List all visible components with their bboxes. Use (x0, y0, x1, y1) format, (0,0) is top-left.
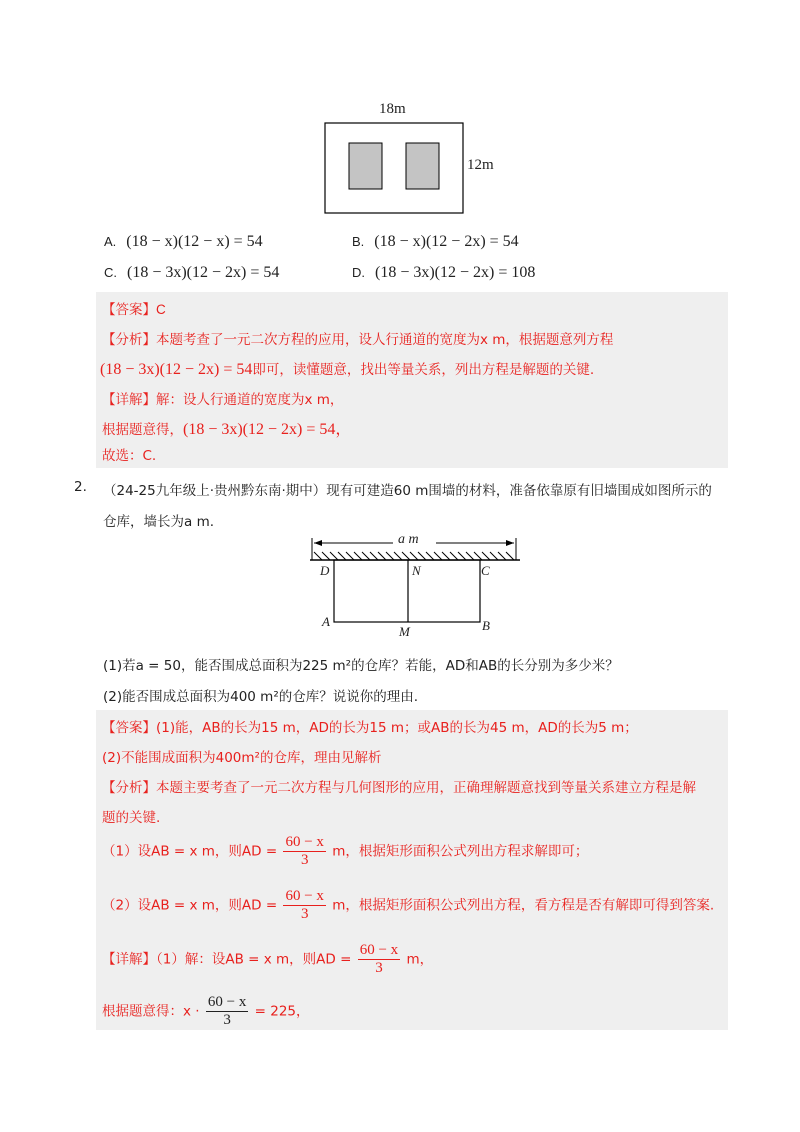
q2-answer-1 (102, 716, 638, 736)
answer-text: (2)不能围成面积为400m²的仓库，理由见解析 (102, 750, 382, 766)
q2-solution-block (96, 710, 728, 1030)
bed-right (406, 143, 439, 189)
q2-analysis-1 (102, 776, 696, 796)
fraction-numerator: 60 − x (285, 888, 324, 904)
figure-garden (315, 95, 515, 220)
option-letter: A. (104, 234, 117, 249)
step-text: （1）设AB = x m，则AD = (102, 843, 278, 860)
answer-tag: 【答案】 (102, 302, 156, 318)
analysis-text: 本题主要考查了一元二次方程与几何图形的应用，正确理解题意找到等量关系建立方程是解 (156, 780, 696, 796)
step-text: = 225， (254, 1003, 310, 1020)
fraction-denominator: 3 (223, 1012, 231, 1028)
option-letter: B. (352, 234, 365, 249)
fraction-denominator: 3 (375, 960, 383, 976)
q1-analysis-2 (100, 358, 594, 379)
label-18m: 18m (379, 101, 406, 117)
fraction-numerator: 60 − x (359, 942, 399, 958)
analysis-tag: 【分析】 (102, 780, 156, 796)
option-expr: (18 − x)(12 − x) = 54 (126, 233, 263, 250)
option-a[interactable] (104, 233, 263, 251)
q2-stem-1: （24-25九年级上·贵州黔东南·期中）现有可建造60 m围墙的材料，准备依靠原有旧墙围成如图所示的 (103, 483, 712, 499)
option-expr: (18 − 3x)(12 − 2x) = 108 (375, 264, 536, 281)
answer-text: (1)能，AB的长为15 m，AD的长为15 m；或AB的长为45 m，AD的长为5 m； (156, 720, 638, 736)
q2-analysis-2 (102, 806, 160, 826)
q1-analysis-1 (102, 328, 613, 348)
fraction (283, 834, 325, 869)
fraction-numerator: 60 − x (207, 994, 247, 1010)
label-n: N (412, 563, 421, 578)
detail-tag: 【详解】 (102, 392, 156, 408)
label-d: D (320, 563, 330, 578)
option-d[interactable] (352, 264, 535, 282)
detail-expr: (18 − 3x)(12 − 2x) = 54， (183, 421, 352, 438)
fraction-numerator: 60 − x (285, 834, 324, 850)
step-text: 根据题意得：x · (102, 1003, 200, 1020)
analysis-text: 本题考查了一元二次方程的应用，设人行通道的宽度为x m，根据题意列方程 (156, 332, 614, 348)
label-b: B (482, 618, 490, 633)
q2-number: 2. (74, 479, 87, 495)
fraction (358, 942, 400, 977)
option-c[interactable] (104, 264, 279, 282)
label-a-m: a m (398, 532, 419, 547)
q2-answer-2 (102, 746, 381, 766)
q2-sub-2: (2)能否围成总面积为400 m²的仓库？说说你的理由. (103, 689, 419, 705)
step-text: m，根据矩形面积公式列出方程，看方程是否有解即可得到答案. (332, 897, 715, 914)
analysis-text: 即可，读懂题意，找出等量关系，列出方程是解题的关键. (252, 362, 595, 378)
analysis-text: 题的关键. (102, 810, 161, 826)
detail-text: 故选：C. (102, 448, 157, 464)
detail-text: 解：设人行通道的宽度为x m， (156, 392, 344, 408)
label-c: C (481, 563, 490, 578)
label-m: M (399, 624, 410, 639)
q2-stem-2: 仓库，墙长为a m. (103, 514, 215, 530)
analysis-expr: (18 − 3x)(12 − 2x) = 54 (100, 361, 253, 378)
option-expr: (18 − x)(12 − 2x) = 54 (374, 233, 519, 250)
step-text: （2）设AB = x m，则AD = (102, 897, 278, 914)
fraction (206, 994, 248, 1029)
fraction-denominator: 3 (300, 906, 309, 922)
figure-warehouse (308, 530, 530, 640)
fraction-denominator: 3 (300, 852, 309, 868)
option-expr: (18 − 3x)(12 − 2x) = 54 (127, 264, 280, 281)
step-text: m， (406, 951, 434, 968)
analysis-tag: 【分析】 (102, 332, 156, 348)
step-text: （1）解：设AB = x m，则AD = (156, 951, 352, 968)
label-12m: 12m (467, 157, 494, 173)
detail-tag: 【详解】 (102, 951, 156, 968)
q1-detail-3 (102, 444, 156, 464)
option-b[interactable] (352, 233, 519, 251)
detail-text: 根据题意得， (102, 422, 183, 438)
label-a: A (322, 614, 330, 629)
q1-solution-block (96, 292, 728, 468)
q2-analysis-step-1 (102, 834, 588, 869)
fraction (283, 888, 325, 923)
answer-value: C (156, 302, 166, 317)
q2-detail-1 (102, 942, 433, 977)
answer-tag: 【答案】 (102, 720, 156, 736)
q2-analysis-step-2 (102, 888, 714, 923)
option-letter: C. (104, 265, 117, 280)
q2-sub-1: (1)若a = 50，能否围成总面积为225 m²的仓库？若能，AD和AB的长分别为多少米？ (103, 658, 619, 674)
q2-detail-2 (102, 994, 310, 1029)
warehouse-diagram (308, 530, 530, 640)
q1-answer (102, 298, 166, 318)
step-text: m，根据矩形面积公式列出方程求解即可； (332, 843, 589, 860)
q1-detail-1 (102, 388, 343, 408)
option-letter: D. (352, 265, 365, 280)
bed-left (349, 143, 382, 189)
garden-outline (325, 123, 463, 213)
q1-detail-2 (102, 416, 351, 439)
